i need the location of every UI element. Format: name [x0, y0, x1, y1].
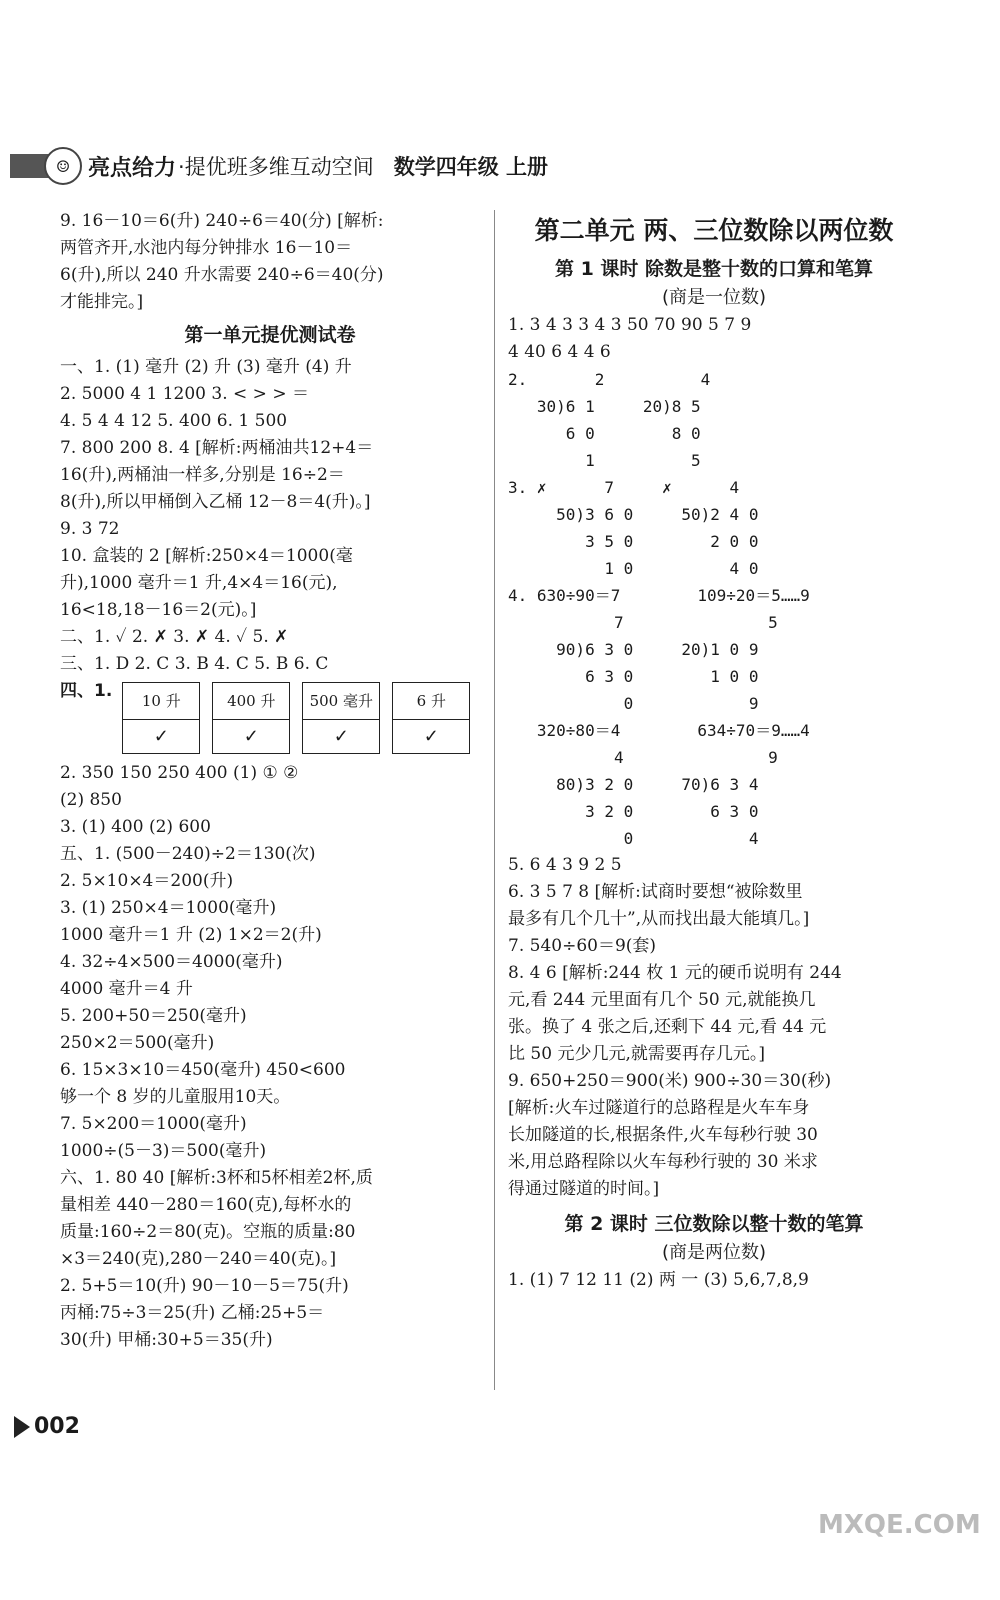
text-line: 比 50 元少几元,就需要再存几元。] [508, 1044, 765, 1064]
section-title: 第一单元提优测试卷 [184, 324, 356, 346]
lesson-title: 第 2 课时 三位数除以整十数的笔算 [564, 1213, 864, 1235]
text-line: 8(升),所以甲桶倒入乙桶 12－8＝4(升)。] [60, 492, 371, 512]
text-line: 6(升),所以 240 升水需要 240÷6＝40(分) [60, 265, 384, 285]
text-line: 7. 5×200＝1000(毫升) [60, 1114, 247, 1134]
division-line: 320÷80＝4 634÷70＝9……4 [508, 721, 810, 740]
unit-title: 第二单元 两、三位数除以两位数 [534, 216, 894, 245]
text-line: 6. 3 5 7 8 [解析:试商时要想“被除数里 [508, 882, 803, 902]
right-column [508, 208, 920, 1294]
page-number [14, 1414, 80, 1439]
text-line: 二、1. ✓ 2. ✗ 3. ✗ 4. ✓ 5. ✗ [60, 627, 289, 647]
division-line: 2. 2 4 [508, 370, 711, 389]
page-header [10, 146, 548, 186]
header-book: 数学四年级 上册 [393, 155, 549, 179]
text-line: 10. 盒装的 2 [解析:250×4＝1000(毫 [60, 546, 353, 566]
box-label: 400 升 [213, 683, 289, 720]
text-line: 够一个 8 岁的儿童服用10天。 [60, 1087, 291, 1107]
watermark: MXQE.COM [818, 1510, 981, 1540]
text-line: [解析:火车过隧道行的总路程是火车车身 [508, 1098, 810, 1118]
box-label: 10 升 [123, 683, 199, 720]
check-icon: ✓ [333, 726, 349, 747]
text-line: 质量:160÷2＝80(克)。空瓶的质量:80 [60, 1222, 356, 1242]
text-line: 30(升) 甲桶:30+5＝35(升) [60, 1330, 273, 1350]
division-line: 50)3 6 0 50)2 4 0 [508, 505, 759, 524]
answer-box [122, 682, 200, 754]
answer-box [302, 682, 380, 754]
division-line: 0 9 [508, 694, 759, 713]
text-line: (2) 850 [60, 790, 122, 810]
section4-label: 四、1. [60, 681, 113, 701]
division-line: 90)6 3 0 20)1 0 9 [508, 640, 759, 659]
division-line: 80)3 2 0 70)6 3 4 [508, 775, 759, 794]
lesson-subtitle: (商是两位数) [661, 1242, 767, 1263]
logo-icon: ☺ [44, 147, 82, 185]
text-line: 4 40 6 4 4 6 [508, 342, 611, 362]
text-line: 16(升),两桶油一样多,分别是 16÷2＝ [60, 465, 345, 485]
division-line: 6 0 8 0 [508, 424, 701, 443]
text-line: 2. 5000 4 1 1200 3. < > > ＝ [60, 384, 309, 404]
text-line: 1000 毫升＝1 升 (2) 1×2＝2(升) [60, 925, 322, 945]
division-line: 3 2 0 6 3 0 [508, 802, 759, 821]
text-line: 元,看 244 元里面有几个 50 元,就能换几 [508, 990, 816, 1010]
text-line: 4. 32÷4×500＝4000(毫升) [60, 952, 283, 972]
text-line: 4000 毫升＝4 升 [60, 979, 193, 999]
text-line: ×3＝240(克),280－240＝40(克)。] [60, 1249, 337, 1269]
text-line: 3. (1) 250×4＝1000(毫升) [60, 898, 277, 918]
text-line: 得通过隧道的时间。] [508, 1179, 660, 1199]
text-line: 五、1. (500－240)÷2＝130(次) [60, 844, 316, 864]
page-number-text: 002 [34, 1414, 80, 1439]
text-line: 两管齐开,水池内每分钟排水 16－10＝ [60, 238, 353, 258]
division-line: 0 4 [508, 829, 759, 848]
answer-box [212, 682, 290, 754]
text-line: 9. 16－10＝6(升) 240÷6＝40(分) [解析: [60, 211, 384, 231]
text-line: 1000÷(5－3)＝500(毫升) [60, 1141, 267, 1161]
header-subtitle: ·提优班多维互动空间 [178, 155, 374, 179]
left-column [60, 208, 480, 1354]
text-line: 5. 200+50＝250(毫升) [60, 1006, 247, 1026]
play-arrow-icon [14, 1416, 30, 1438]
division-line: 4 9 [508, 748, 778, 767]
text-line: 7. 800 200 8. 4 [解析:两桶油共12+4＝ [60, 438, 374, 458]
text-line: 2. 5×10×4＝200(升) [60, 871, 234, 891]
lesson-title: 第 1 课时 除数是整十数的口算和笔算 [554, 258, 874, 280]
text-line: 4. 5 4 4 12 5. 400 6. 1 500 [60, 411, 288, 431]
division-line: 1 5 [508, 451, 701, 470]
text-line: 三、1. D 2. C 3. B 4. C 5. B 6. C [60, 654, 329, 674]
text-line: 16<18,18－16＝2(元)。] [60, 600, 257, 620]
text-line: 250×2＝500(毫升) [60, 1033, 215, 1053]
box-label: 6 升 [393, 683, 469, 720]
header-brand: 亮点给力 [88, 155, 177, 181]
text-line: 最多有几个几十”,从而找出最大能填几。] [508, 909, 810, 929]
section4-row [60, 678, 480, 760]
division-line: 30)6 1 20)8 5 [508, 397, 701, 416]
division-line: 3. ✗ 7 ✗ 4 [508, 478, 740, 497]
division-line: 1 0 4 0 [508, 559, 759, 578]
text-line: 5. 6 4 3 9 2 5 [508, 855, 622, 875]
text-line: 7. 540÷60＝9(套) [508, 936, 657, 956]
check-icon: ✓ [153, 726, 169, 747]
text-line: 六、1. 80 40 [解析:3杯和5杯相差2杯,质 [60, 1168, 373, 1188]
text-line: 才能排完。] [60, 292, 144, 312]
text-line: 丙桶:75÷3＝25(升) 乙桶:25+5＝ [60, 1303, 325, 1323]
text-line: 米,用总路程除以火车每秒行驶的 30 米求 [508, 1152, 818, 1172]
division-line: 7 5 [508, 613, 778, 632]
division-line: 6 3 0 1 0 0 [508, 667, 759, 686]
text-line: 6. 15×3×10＝450(毫升) 450<600 [60, 1060, 346, 1080]
text-line: 8. 4 6 [解析:244 枚 1 元的硬币说明有 244 [508, 963, 842, 983]
box-label: 500 毫升 [303, 683, 379, 720]
answer-boxes [122, 682, 470, 754]
division-line: 3 5 0 2 0 0 [508, 532, 759, 551]
text-line: 9. 3 72 [60, 519, 120, 539]
lesson-subtitle: (商是一位数) [661, 287, 767, 308]
text-line: 3. (1) 400 (2) 600 [60, 817, 211, 837]
text-line: 9. 650+250＝900(米) 900÷30＝30(秒) [508, 1071, 832, 1091]
text-line: 量相差 440－280＝160(克),每杯水的 [60, 1195, 352, 1215]
check-icon: ✓ [243, 726, 259, 747]
text-line: 2. 350 150 250 400 (1) ① ② [60, 763, 299, 783]
text-line: 张。换了 4 张之后,还剩下 44 元,看 44 元 [508, 1017, 827, 1037]
text-line: 一、1. (1) 毫升 (2) 升 (3) 毫升 (4) 升 [60, 357, 352, 377]
text-line: 1. (1) 7 12 11 (2) 两 一 (3) 5,6,7,8,9 [508, 1270, 809, 1290]
column-divider [494, 210, 495, 1390]
text-line: 1. 3 4 3 3 4 3 50 70 90 5 7 9 [508, 315, 752, 335]
check-icon: ✓ [423, 726, 439, 747]
text-line: 长加隧道的长,根据条件,火车每秒行驶 30 [508, 1125, 818, 1145]
answer-box [392, 682, 470, 754]
division-line: 4. 630÷90＝7 109÷20＝5……9 [508, 586, 810, 605]
text-line: 升),1000 毫升＝1 升,4×4＝16(元), [60, 573, 338, 593]
text-line: 2. 5+5＝10(升) 90－10－5＝75(升) [60, 1276, 349, 1296]
